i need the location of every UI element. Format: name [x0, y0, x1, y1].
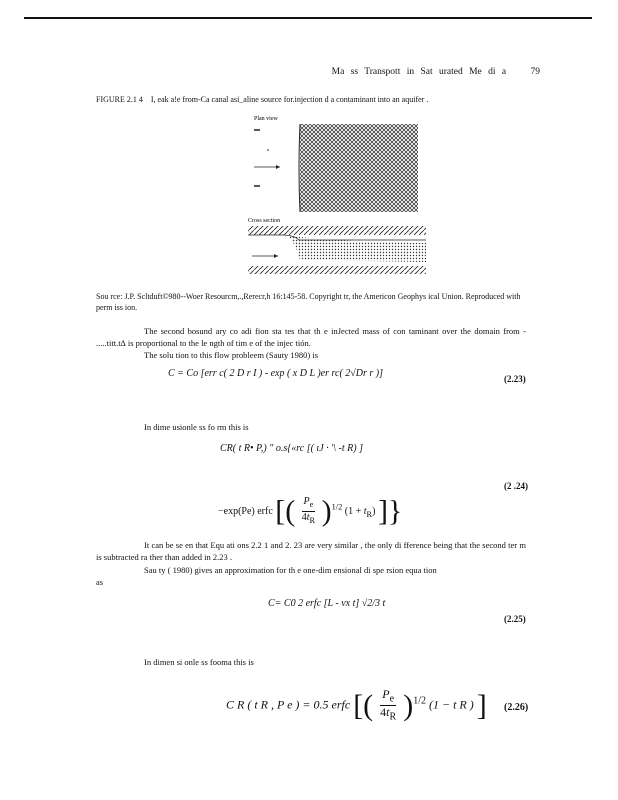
equation-2-24-line1 — [220, 443, 363, 454]
page-number: 79 — [530, 67, 540, 77]
section-canal-bed — [248, 235, 426, 240]
paragraph-approximation: Sau ty ( 1980) gives an approximation for th e one-dim ensional di spe rsion equa tion — [144, 565, 437, 575]
running-title: Ma ss Transpott in Sat urated Me di a — [331, 67, 507, 77]
equation-2-23-text: C = Co [err c( 2 D r I ) - exp ( x D L )er rc( 2√Dr r )] — [168, 368, 383, 379]
equation-2-25 — [268, 598, 385, 609]
top-rule — [24, 17, 592, 19]
fraction-pe-4tr-2: $\frac{P_e}{4t_R}$ — [380, 687, 397, 723]
section-flow-arrowhead — [274, 254, 278, 258]
equation-2-23 — [168, 368, 383, 379]
figure-source: Sou rce: J.P. Scltduft©980--Woer Resourcm,.,Rerecr,h 16:145-58. Copyright tr, the Americon Geophys ical Union. Reproduced with perm iss ion. — [96, 292, 521, 312]
fraction-pe-4tr: $\frac{P_e}{4t_R}$ — [301, 496, 316, 525]
paragraph-dimensionless-1: In dime usionle ss fo rm this is — [144, 422, 249, 432]
equation-2-25-number: (2.25) — [504, 614, 526, 624]
paragraph-boundary-condition: The second bosund ary co adi fion sta tes that th e inJected mass of con taminant over the domain from - .....titt.t∆ is proportional to the le ngth of tim e of the injec tión. — [96, 326, 526, 348]
equation-2-24-line2: −exp(Pe) erfc [( $\frac{P_e}{4t_R}$ )$^{1/2}$ $(1 + t_R)$ ]} — [218, 494, 403, 528]
equation-2-24-line2-text: −exp(Pe) erfc — [218, 505, 273, 517]
section-bottom-layer — [248, 266, 426, 274]
equation-2-26-lhs: C R ( t R , P e ) = 0.5 erfc — [226, 697, 351, 712]
plan-flow-arrowhead — [276, 165, 280, 169]
figure-caption — [96, 95, 428, 104]
equation-2-24-number: (2 .24) — [504, 481, 528, 491]
figure-plan-and-section — [244, 110, 430, 280]
figure-label: FIGURE 2.1 4 — [96, 95, 143, 104]
plan-view-label: Plan view — [254, 116, 278, 122]
equation-2-23-number: (2.23) — [504, 374, 526, 384]
paragraph-solution-intro: The solu tion to this flow probleem (Sauty 1980) is — [144, 350, 318, 360]
paragraph-as: as — [96, 577, 104, 587]
plan-contaminated-zone — [300, 124, 418, 212]
paragraph-dimensionless-2: In dimen si onle ss fooma this is — [144, 657, 254, 667]
paragraph-comparison: It can be se en that Equ ati ons 2.2 1 and 2. 23 are very similar , the only di fference being that the second ter m is subtracted ra ther than added in 2.23 . — [96, 540, 526, 562]
equation-2-26-rhs: (1 − t R ) — [428, 697, 474, 712]
cross-section-label: Cross section — [248, 218, 281, 224]
plan-canal-edge — [299, 124, 300, 212]
plan-source-point — [267, 149, 269, 151]
equation-2-26-number: (2.26) — [504, 702, 529, 713]
figure-caption-text: I, eak a!e from-Ca canal asi_aline source for.injection d a contaminant into an aquifer . — [150, 95, 429, 104]
running-header — [290, 67, 540, 77]
equation-2-25-text: C= C0 2 erfc [L - vx t] √2/3 t — [268, 598, 386, 609]
equation-2-24-line1-text: CR( t R• P,) " o.s{«rc [( ıJ · '\ -t R) ] — [220, 443, 363, 454]
section-top-layer — [248, 226, 426, 235]
equation-2-26: C R ( t R , P e ) = 0.5 erfc [( $\frac{P_e}{4t_R}$ )$^{1/2}$ (1 − t R ) ] — [226, 687, 487, 723]
